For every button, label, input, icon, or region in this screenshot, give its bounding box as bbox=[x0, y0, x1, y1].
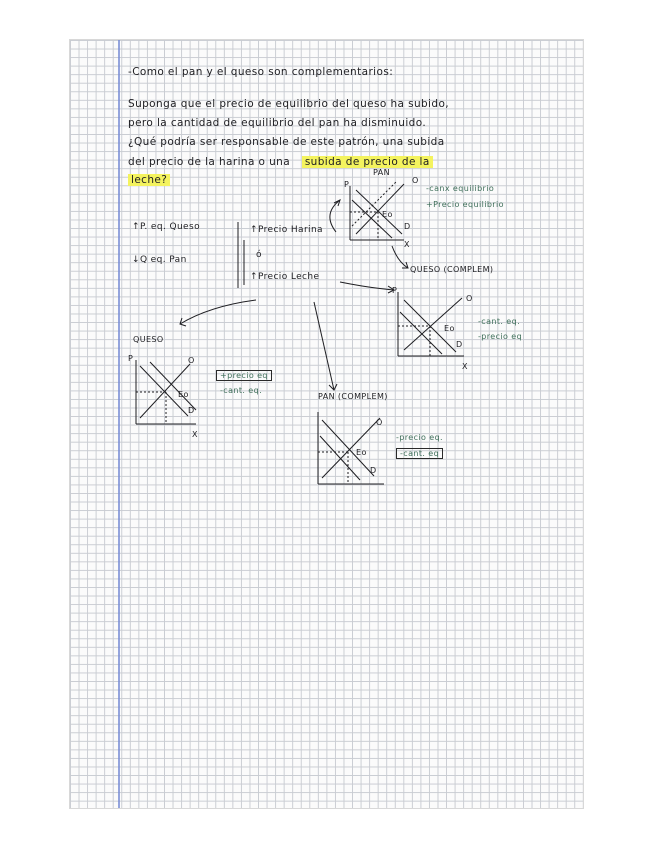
question-line-1: Suponga que el precio de equilibrio del queso ha subido, bbox=[128, 98, 450, 110]
heading-text: -Como el pan y el queso son complementarios: bbox=[128, 66, 394, 78]
queso-note-2: -cant. eq. bbox=[220, 386, 263, 395]
queso-complem-x: X bbox=[462, 362, 468, 371]
question-line-4-text: del precio de la harina o una bbox=[128, 156, 291, 168]
queso-complem-o: O bbox=[466, 294, 473, 303]
summary-precio-leche: ↑Precio Leche bbox=[250, 272, 320, 282]
queso-complem-note-1: -cant. eq. bbox=[478, 317, 521, 326]
arrow-to-queso bbox=[180, 300, 256, 324]
queso-d: D bbox=[188, 406, 195, 415]
pan-complem-d: D bbox=[370, 466, 377, 475]
queso-note-1: +precio eq bbox=[216, 370, 272, 381]
queso-complem-p-axis: P bbox=[392, 286, 398, 295]
pan-top-note-2: +Precio equilibrio bbox=[426, 200, 504, 209]
pan-top-d: D bbox=[404, 222, 411, 231]
queso-x: X bbox=[192, 430, 198, 439]
arrow-to-queso-complem bbox=[340, 282, 394, 290]
pan-top-o: O bbox=[412, 176, 419, 185]
pan-top-p-axis: P bbox=[344, 180, 350, 189]
highlight-subida-leche: subida de precio de la bbox=[302, 156, 433, 168]
queso-eq: Eo bbox=[178, 390, 189, 399]
summary-p-queso: ↑P. eq. Queso bbox=[132, 222, 200, 232]
pan-top-supply-2 bbox=[352, 182, 396, 226]
pan-complem-note-2: -cant. eq bbox=[396, 448, 443, 459]
summary-precio-harina: ↑Precio Harina bbox=[250, 225, 323, 235]
summary-o: ó bbox=[256, 250, 262, 260]
queso-complem-d: D bbox=[456, 340, 463, 349]
queso-complem-note-2: -precio eq bbox=[478, 332, 523, 341]
queso-complem-eq: Eo bbox=[444, 324, 455, 333]
pan-complem-demand bbox=[322, 420, 374, 476]
pan-top-eq: Eo bbox=[382, 210, 393, 219]
pan-top-x: X bbox=[404, 240, 410, 249]
pan-top-title: PAN bbox=[373, 168, 390, 177]
queso-o: O bbox=[188, 356, 195, 365]
pan-complem-o: O bbox=[376, 418, 383, 427]
queso-p-axis: P bbox=[128, 354, 134, 363]
queso-demand-2 bbox=[150, 362, 196, 410]
pan-complem-eq: Eo bbox=[356, 448, 367, 457]
summary-q-pan: ↓Q eq. Pan bbox=[132, 255, 187, 265]
arrow-to-pan-complem bbox=[314, 302, 334, 390]
question-line-3: ¿Qué podría ser responsable de este patrón, una subida bbox=[128, 136, 445, 148]
pan-complem-title: PAN (COMPLEM) bbox=[318, 392, 388, 401]
question-line-2: pero la cantidad de equilibrio del pan ha disminuido. bbox=[128, 117, 427, 129]
highlight-leche: leche? bbox=[128, 174, 170, 186]
pan-complem-note-1: -precio eq. bbox=[396, 433, 444, 442]
arrow-from-pan-top bbox=[392, 246, 408, 268]
queso-title: QUESO bbox=[133, 335, 164, 344]
queso-complem-title: QUESO (COMPLEM) bbox=[410, 265, 494, 274]
pan-top-note-1: -canx equilibrio bbox=[426, 184, 495, 193]
